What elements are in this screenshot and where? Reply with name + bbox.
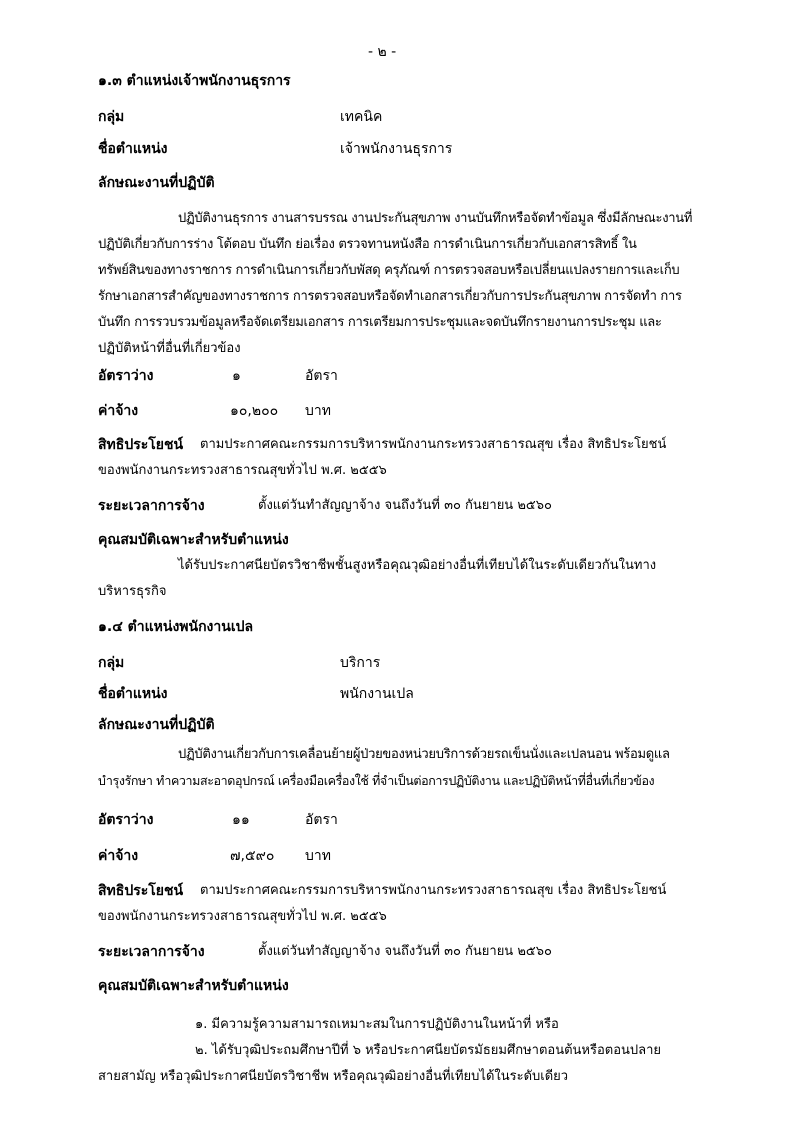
qualifications-line: บริหารธุรกิจ [98,584,167,599]
period-label: ระยะเวลาการจ้าง [98,498,205,514]
vacancy-value: ๑ [232,368,241,384]
vacancy-unit: อัตรา [305,368,338,384]
benefits-line: ของพนักงานกระทรวงสาธารณสุขทั่วไป พ.ศ. ๒๕๕๖ [98,463,387,478]
wage-label: ค่าจ้าง [98,403,139,419]
qualifications-label: คุณสมบัติเฉพาะสำหรับตำแหน่ง [98,978,289,994]
duties-line: บำรุงรักษา ทำความสะอาดอุปกรณ์ เครื่องมือเครื่องใช้ ที่จำเป็นต่อการปฏิบัติงาน และปฏิบัติหน้าที่อื่นที่เกี่ยวข้อง [98,773,655,788]
benefits-line: ตามประกาศคณะกรรมการบริหารพนักงานกระทรวงสาธารณสุข เรื่อง สิทธิประโยชน์ [200,883,667,898]
group-label: กลุ่ม [98,655,125,671]
group-value: บริการ [340,655,381,671]
duties-label: ลักษณะงานที่ปฏิบัติ [98,717,215,733]
benefits-line: ของพนักงานกระทรวงสาธารณสุขทั่วไป พ.ศ. ๒๕๕๖ [98,909,387,924]
wage-label: ค่าจ้าง [98,848,139,864]
duties-label: ลักษณะงานที่ปฏิบัติ [98,175,215,191]
duties-line: ปฏิบัติงานธุรการ งานสารบรรณ งานประกันสุขภาพ งานบันทึกหรือจัดทำข้อมูล ซึ่งมีลักษณะงานที่ [178,211,693,226]
benefits-label: สิทธิประโยชน์ [98,437,184,453]
duties-line: บันทึก การรวบรวมข้อมูลหรือจัดเตรียมเอกสาร การเตรียมการประชุมและจดบันทึกรายงานการประชุม และ [98,315,662,330]
vacancy-unit: อัตรา [305,812,338,828]
qualifications-item-2-continued: สายสามัญ หรือวุฒิประกาศนียบัตรวิชาชีพ หรือคุณวุฒิอย่างอื่นที่เทียบได้ในระดับเดียว [98,1069,569,1084]
position-value: เจ้าพนักงานธุรการ [340,141,453,157]
wage-unit: บาท [305,403,331,419]
period-value: ตั้งแต่วันทำสัญญาจ้าง จนถึงวันที่ ๓๐ กันยายน ๒๕๖๐ [258,944,552,959]
vacancy-label: อัตราว่าง [98,812,154,828]
benefits-label: สิทธิประโยชน์ [98,883,184,899]
duties-line: ปฏิบัติเกี่ยวกับการร่าง โต้ตอบ บันทึก ย่อเรื่อง ตรวจทานหนังสือ การดำเนินการเกี่ยวกับเอกสารสิทธิ์ ใน [98,237,637,252]
wage-value: ๑๐,๒๐๐ [230,403,279,419]
wage-value: ๗,๕๙๐ [230,848,275,864]
position-label: ชื่อตำแหน่ง [98,686,168,702]
section-1-4-heading: ๑.๔ ตำแหน่งพนักงานเปล [98,619,254,635]
position-label: ชื่อตำแหน่ง [98,141,168,157]
period-label: ระยะเวลาการจ้าง [98,944,205,960]
duties-line: รักษาเอกสารสำคัญของทางราชการ การตรวจสอบหรือจัดทำเอกสารเกี่ยวกับการประกันสุขภาพ การจัดทำ การ [98,289,682,304]
benefits-line: ตามประกาศคณะกรรมการบริหารพนักงานกระทรวงสาธารณสุข เรื่อง สิทธิประโยชน์ [200,437,667,452]
qualifications-label: คุณสมบัติเฉพาะสำหรับตำแหน่ง [98,532,289,548]
vacancy-label: อัตราว่าง [98,368,154,384]
page-number: - ๒ - [368,44,397,60]
group-value: เทคนิค [340,109,383,125]
group-label: กลุ่ม [98,109,125,125]
period-value: ตั้งแต่วันทำสัญญาจ้าง จนถึงวันที่ ๓๐ กันยายน ๒๕๖๐ [258,498,552,513]
duties-line: ทรัพย์สินของทางราชการ การดำเนินการเกี่ยวกับพัสดุ ครุภัณฑ์ การตรวจสอบหรือเปลี่ยนแปลงรายการและเก็บ [98,263,680,278]
duties-line: ปฏิบัติหน้าที่อื่นที่เกี่ยวข้อง [98,341,241,356]
section-1-3-heading: ๑.๓ ตำแหน่งเจ้าพนักงานธุรการ [98,73,291,89]
qualifications-item-2: ๒. ได้รับวุฒิประถมศึกษาปีที่ ๖ หรือประกาศนียบัตรมัธยมศึกษาตอนต้นหรือตอนปลาย [195,1043,662,1058]
duties-line: ปฏิบัติงานเกี่ยวกับการเคลื่อนย้ายผู้ป่วยของหน่วยบริการด้วยรถเข็นนั่งและเปลนอน พร้อมดูแล [178,747,670,762]
position-value: พนักงานเปล [340,686,414,702]
qualifications-item-1: ๑. มีความรู้ความสามารถเหมาะสมในการปฏิบัติงานในหน้าที่ หรือ [195,1017,559,1032]
qualifications-line: ได้รับประกาศนียบัตรวิชาชีพชั้นสูงหรือคุณวุฒิอย่างอื่นที่เทียบได้ในระดับเดียวกันในทาง [178,558,657,573]
wage-unit: บาท [305,848,331,864]
vacancy-value: ๑๑ [232,812,250,828]
